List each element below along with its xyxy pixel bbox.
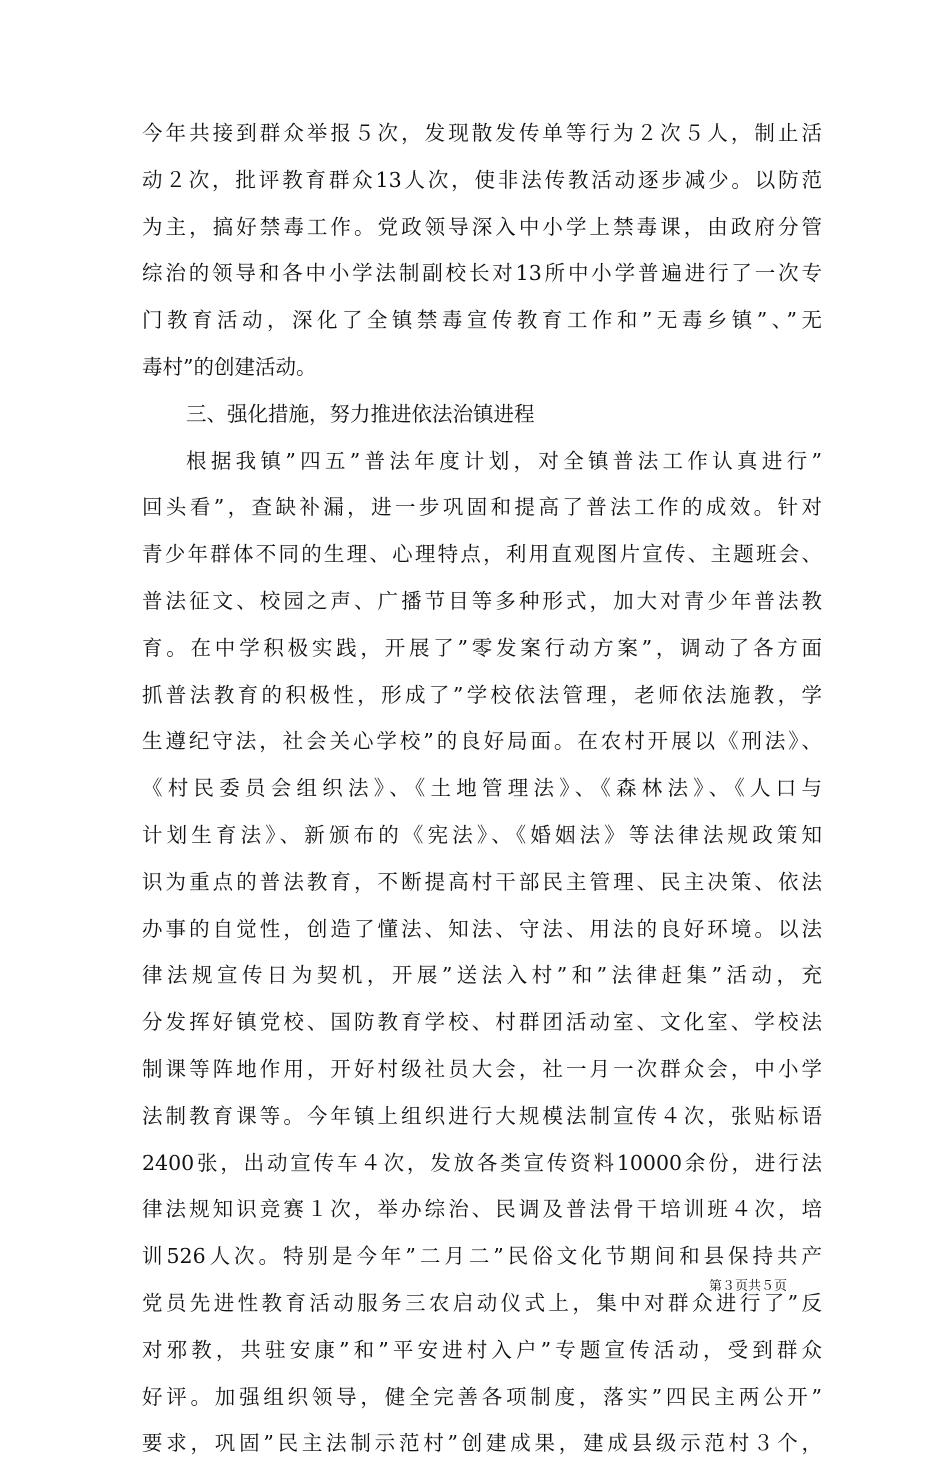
line-text: 抓普法教育的积极性，形成了”学校依法管理，老师依法施教，学 <box>142 682 822 707</box>
line-text: 综治的领导和各中小学法制副校长对13所中小学普遍进行了一次专 <box>142 261 822 286</box>
text-line <box>142 578 822 625</box>
text-line <box>142 250 822 297</box>
text-line <box>142 1420 822 1467</box>
text-line <box>142 1233 822 1280</box>
text-line <box>142 718 822 765</box>
line-text: 律法规宣传日为契机，开展”送法入村”和”法律赶集”活动，充 <box>142 963 822 988</box>
text-line <box>142 297 822 344</box>
line-text: 毒村”的创建活动。 <box>142 354 317 379</box>
line-text: 好评。加强组织领导，健全完善各项制度，落实”四民主两公开” <box>142 1384 822 1409</box>
line-text: 根据我镇”四五”普法年度计划，对全镇普法工作认真进行” <box>186 448 822 473</box>
line-text: 党员先进性教育活动服务三农启动仪式上，集中对群众进行了”反 <box>142 1290 822 1315</box>
line-text: 动２次，批评教育群众13人次，使非法传教活动逐步减少。以防范 <box>142 167 822 192</box>
line-text: 生遵纪守法，社会关心学校”的良好局面。在农村开展以《刑法》、 <box>142 729 822 754</box>
line-text: 制课等阵地作用，开好村级社员大会，社一月一次群众会，中小学 <box>142 1056 822 1081</box>
text-line <box>142 672 822 719</box>
text-line <box>142 438 822 485</box>
text-line <box>142 204 822 251</box>
text-line <box>142 1093 822 1140</box>
line-text: 2400张，出动宣传车４次，发放各类宣传资料10000余份，进行法 <box>142 1150 822 1175</box>
text-line <box>142 999 822 1046</box>
line-text: 识为重点的普法教育，不断提高村干部民主管理、民主决策、依法 <box>142 869 822 894</box>
text-line <box>142 906 822 953</box>
text-line <box>142 1140 822 1187</box>
line-text: 办事的自觉性，创造了懂法、知法、守法、用法的良好环境。以法 <box>142 916 822 941</box>
text-line <box>142 344 822 391</box>
line-text: 对邪教，共驻安康”和”平安进村入户”专题宣传活动，受到群众 <box>142 1337 822 1362</box>
text-line <box>142 859 822 906</box>
line-text: 律法规知识竞赛１次，举办综治、民调及普法骨干培训班４次，培 <box>142 1197 822 1222</box>
line-text: 门教育活动，深化了全镇禁毒宣传教育工作和”无毒乡镇”、”无 <box>142 308 822 333</box>
line-text: 青少年群体不同的生理、心理特点，利用直观图片宣传、主题班会、 <box>142 542 822 567</box>
text-line <box>142 765 822 812</box>
text-line <box>142 1046 822 1093</box>
line-text: 法制教育课等。今年镇上组织进行大规模法制宣传４次，张贴标语 <box>142 1103 822 1128</box>
text-line <box>142 157 822 204</box>
text-line <box>142 1186 822 1233</box>
line-text: 普法征文、校园之声、广播节目等多种形式，加大对青少年普法教 <box>142 588 822 613</box>
page-body <box>142 110 822 1467</box>
line-text: 今年共接到群众举报５次，发现散发传单等行为２次５人，制止活 <box>142 121 822 145</box>
line-text: 育。在中学积极实践，开展了”零发案行动方案”，调动了各方面 <box>142 635 822 660</box>
text-line <box>142 1327 822 1374</box>
line-text: 《村民委员会组织法》、《土地管理法》、《森林法》、《人口与 <box>142 776 822 801</box>
line-text: 为主，搞好禁毒工作。党政领导深入中小学上禁毒课，由政府分管 <box>142 214 822 239</box>
line-text: 要求，巩固”民主法制示范村”创建成果，建成县级示范村３个， <box>142 1431 822 1456</box>
text-line <box>142 110 822 157</box>
heading-text: 三、强化措施，努力推进依法治镇进程 <box>186 401 535 426</box>
line-text: 计划生育法》、新颁布的《宪法》、《婚姻法》等法律法规政策知 <box>142 822 822 847</box>
section-heading <box>142 391 822 438</box>
line-text: 训526人次。特别是今年”二月二”民俗文化节期间和县保持共产 <box>142 1244 822 1269</box>
text-line <box>142 625 822 672</box>
line-text: 回头看”，查缺补漏，进一步巩固和提高了普法工作的成效。针对 <box>142 495 822 520</box>
text-line <box>142 952 822 999</box>
line-text: 分发挥好镇党校、国防教育学校、村群团活动室、文化室、学校法 <box>142 1010 822 1035</box>
text-line <box>142 484 822 531</box>
text-line <box>142 1374 822 1421</box>
page-number: 第３页共５页 <box>709 1279 788 1294</box>
text-line <box>142 531 822 578</box>
text-line <box>142 812 822 859</box>
